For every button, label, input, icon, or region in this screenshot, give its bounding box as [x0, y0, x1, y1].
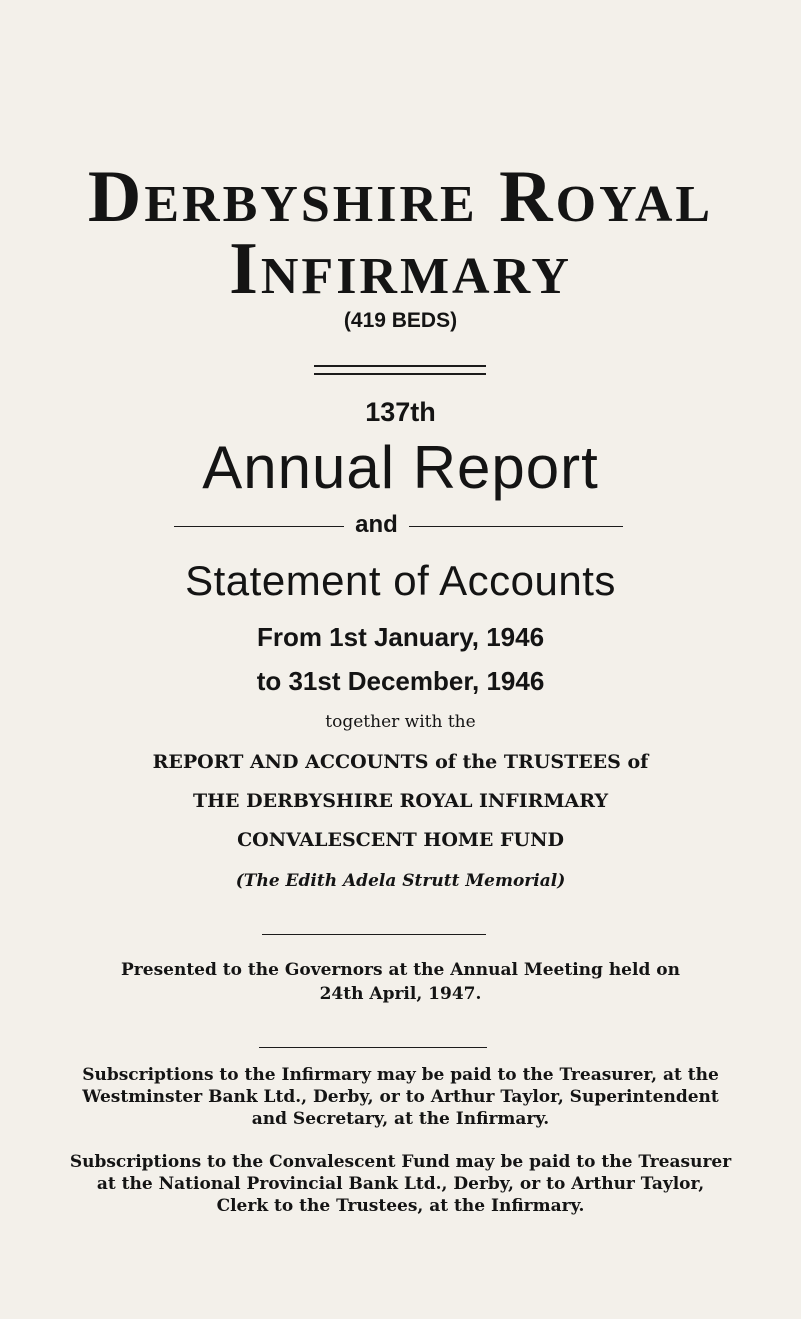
edition-number: 137th: [365, 397, 436, 427]
together-with-text: together with the: [325, 712, 476, 732]
period-from: From 1st January, 1946: [256, 622, 545, 652]
convalescent-subscriptions-line: Clerk to the Trustees, at the Infirmary.: [216, 1196, 585, 1216]
bed-count: (419 BEDS): [343, 309, 458, 332]
and-connector-row: [0, 510, 801, 544]
and-right-rule: [409, 526, 623, 527]
infirmary-name-line: THE DERBYSHIRE ROYAL INFIRMARY: [192, 790, 609, 812]
double-divider: [314, 365, 486, 375]
institution-title-line-2: Infirmary: [229, 228, 572, 310]
convalescent-fund-line: CONVALESCENT HOME FUND: [237, 829, 564, 851]
presented-line-2: 24th April, 1947.: [319, 984, 482, 1004]
and-left-rule: [174, 526, 344, 527]
institution-title-line-1: Derbyshire Royal: [87, 156, 714, 238]
statement-of-accounts-title: Statement of Accounts: [185, 557, 616, 604]
convalescent-subscriptions-line: Subscriptions to the Convalescent Fund may be paid to the Treasurer: [69, 1152, 732, 1172]
trustees-report-line: REPORT AND ACCOUNTS of the TRUSTEES of: [152, 751, 649, 773]
memorial-subtitle: (The Edith Adela Strutt Memorial): [235, 871, 566, 891]
infirmary-subscriptions-line: Subscriptions to the Infirmary may be paid to the Treasurer, at the: [82, 1065, 719, 1085]
infirmary-subscriptions-line: Westminster Bank Ltd., Derby, or to Arthur Taylor, Superintendent: [82, 1087, 719, 1107]
divider: [259, 1047, 487, 1048]
divider: [262, 934, 486, 935]
report-title: Annual Report: [202, 434, 599, 501]
convalescent-subscriptions-line: at the National Provincial Bank Ltd., Derby, or to Arthur Taylor,: [96, 1174, 705, 1194]
infirmary-subscriptions-line: and Secretary, at the Infirmary.: [251, 1109, 550, 1129]
presented-line-1: Presented to the Governors at the Annual Meeting held on: [121, 960, 680, 980]
and-connector: and: [355, 511, 398, 538]
period-to: to 31st December, 1946: [256, 666, 545, 696]
